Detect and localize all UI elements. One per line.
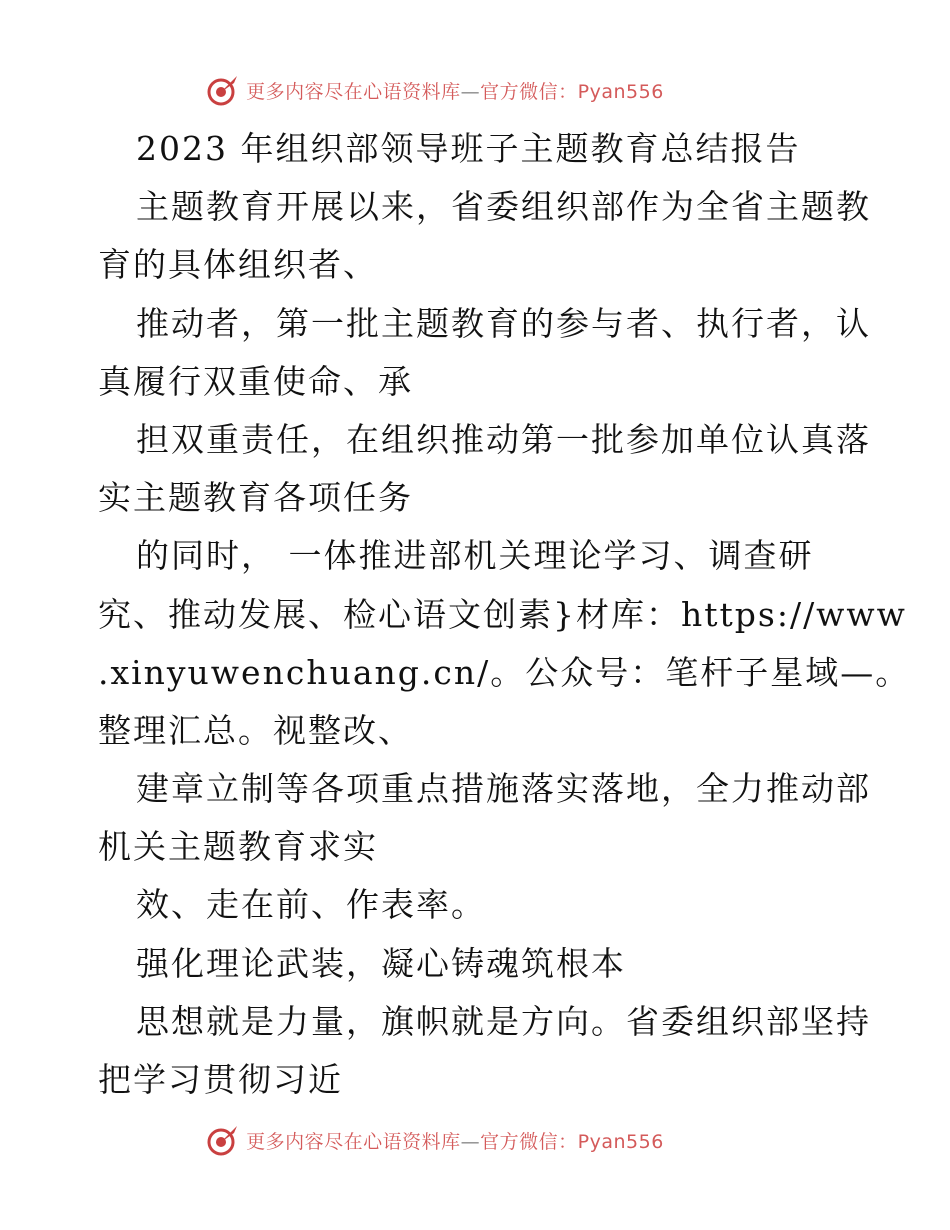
text-line: 真履行双重使命、承 — [98, 361, 413, 401]
text-line: 机关主题教育求实 — [98, 827, 378, 867]
watermark-text: 更多内容尽在心语资料库—官方微信：Pyan556 — [246, 80, 664, 103]
text-line: 主题教育开展以来，省委组织部作为全省主题教 — [136, 187, 871, 227]
header-watermark — [0, 70, 950, 110]
text-line: 担双重责任，在组织推动第一批参加单位认真落 — [136, 419, 871, 459]
text-line: 究、推动发展、检心语文创素}材库：https://www — [98, 594, 907, 634]
quill-logo-icon — [206, 1123, 240, 1157]
text-line: 把学习贯彻习近 — [98, 1060, 343, 1099]
document-title: 2023 年组织部领导班子主题教育总结报告 — [136, 129, 801, 168]
text-line: 的同时， 一体推进部机关理论学习、调查研 — [136, 536, 814, 576]
text-line: 推动者，第一批主题教育的参与者、执行者，认 — [136, 303, 871, 343]
watermark-text: 更多内容尽在心语资料库—官方微信：Pyan556 — [246, 1130, 664, 1153]
text-line: 思想就是力量，旗帜就是方向。省委组织部坚持 — [136, 1001, 871, 1041]
quill-logo-icon — [206, 73, 240, 107]
text-line: 强化理论武装，凝心铸魂筑根本 — [136, 943, 626, 983]
text-line: 实主题教育各项任务 — [98, 478, 413, 518]
text-line: 整理汇总。视整改、 — [98, 710, 413, 750]
text-line: 建章立制等各项重点措施落实落地，全力推动部 — [136, 769, 871, 809]
text-line: .xinyuwenchuang.cn/。公众号：笔杆子星域—。 — [98, 652, 911, 692]
text-line: 育的具体组织者、 — [98, 245, 378, 285]
text-line: 效、走在前、作表率。 — [136, 885, 486, 925]
footer-watermark — [0, 1120, 950, 1160]
document-body — [98, 120, 911, 1109]
